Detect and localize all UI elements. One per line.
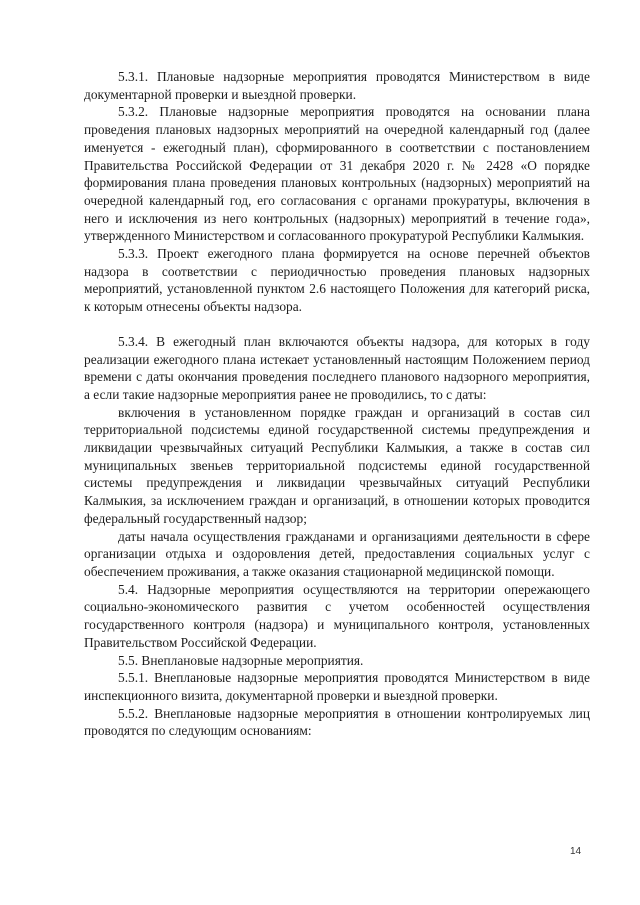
paragraph-5-3-3: 5.3.3. Проект ежегодного плана формируется на основе перечней объектов надзора в соответствии с периодичностью проведения плановых надзорных мероприятий, установленной пунктом 2.6 настоящего Положения для категорий риска, к которым отнесены объекты надзора. [84,246,590,315]
paragraph-5-5-1: 5.5.1. Внеплановые надзорные мероприятия проводятся Министерством в виде инспекционного визита, документарной проверки и выездной проверки. [84,670,590,703]
document-body [84,68,590,740]
paragraph-5-3-2: 5.3.2. Плановые надзорные мероприятия проводятся на основании плана проведения плановых надзорных мероприятий на очередной календарный год (далее именуется - ежегодный план), сформированного в соответствии с постановлением Правительства Российской Федерации от 31 декабря 2020 г. № 2428 «О порядке формирования плана проведения плановых контрольных (надзорных) мероприятий на очередной календарный год, его согласования с органами прокуратуры, включения в него и исключения из него контрольных (надзорных) мероприятий в течение года», утвержденного Министерством и согласованного прокуратурой Республики Калмыкия. [84,104,590,244]
paragraph-5-4: 5.4. Надзорные мероприятия осуществляются на территории опережающего социально-экономического развития с учетом особенностей осуществления государственного контроля (надзора) и муниципального контроля, установленных Правительством Российской Федерации. [84,581,590,650]
paragraph-5-3-4: 5.3.4. В ежегодный план включаются объекты надзора, для которых в году реализации ежегодного плана истекает установленный настоящим Положением период времени с даты окончания проведения последнего планового надзорного мероприятия, а если такие надзорные мероприятия ранее не проводились, то с даты: [84,333,590,402]
page-number: 14 [570,846,582,857]
paragraph-5-3-1: 5.3.1. Плановые надзорные мероприятия проводятся Министерством в виде документарной проверки и выездной проверки. [84,69,590,102]
paragraph-gap [84,316,590,333]
paragraph-5-5-2: 5.5.2. Внеплановые надзорные мероприятия в отношении контролируемых лиц проводятся по следующим основаниям: [84,705,590,739]
paragraph-5-5: 5.5. Внеплановые надзорные мероприятия. [118,652,364,668]
paragraph-activity-start-date: даты начала осуществления гражданами и организациями деятельности в сфере организации отдыха и оздоровления детей, предоставления социальных услуг с обеспечением проживания, а также оказания стационарной медицинской помощи. [84,528,590,579]
paragraph-inclusion-date: включения в установленном порядке граждан и организаций в состав сил территориальной подсистемы единой государственной системы предупреждения и ликвидации чрезвычайных ситуаций Республики Калмыкия, а также в состав сил муниципальных звеньев территориальной подсистемы единой государственной системы предупреждения и ликвидации чрезвычайных ситуаций Республики Калмыкия, за исключением граждан и организаций, в отношении которых проводится федеральный государственный надзор; [84,404,590,526]
